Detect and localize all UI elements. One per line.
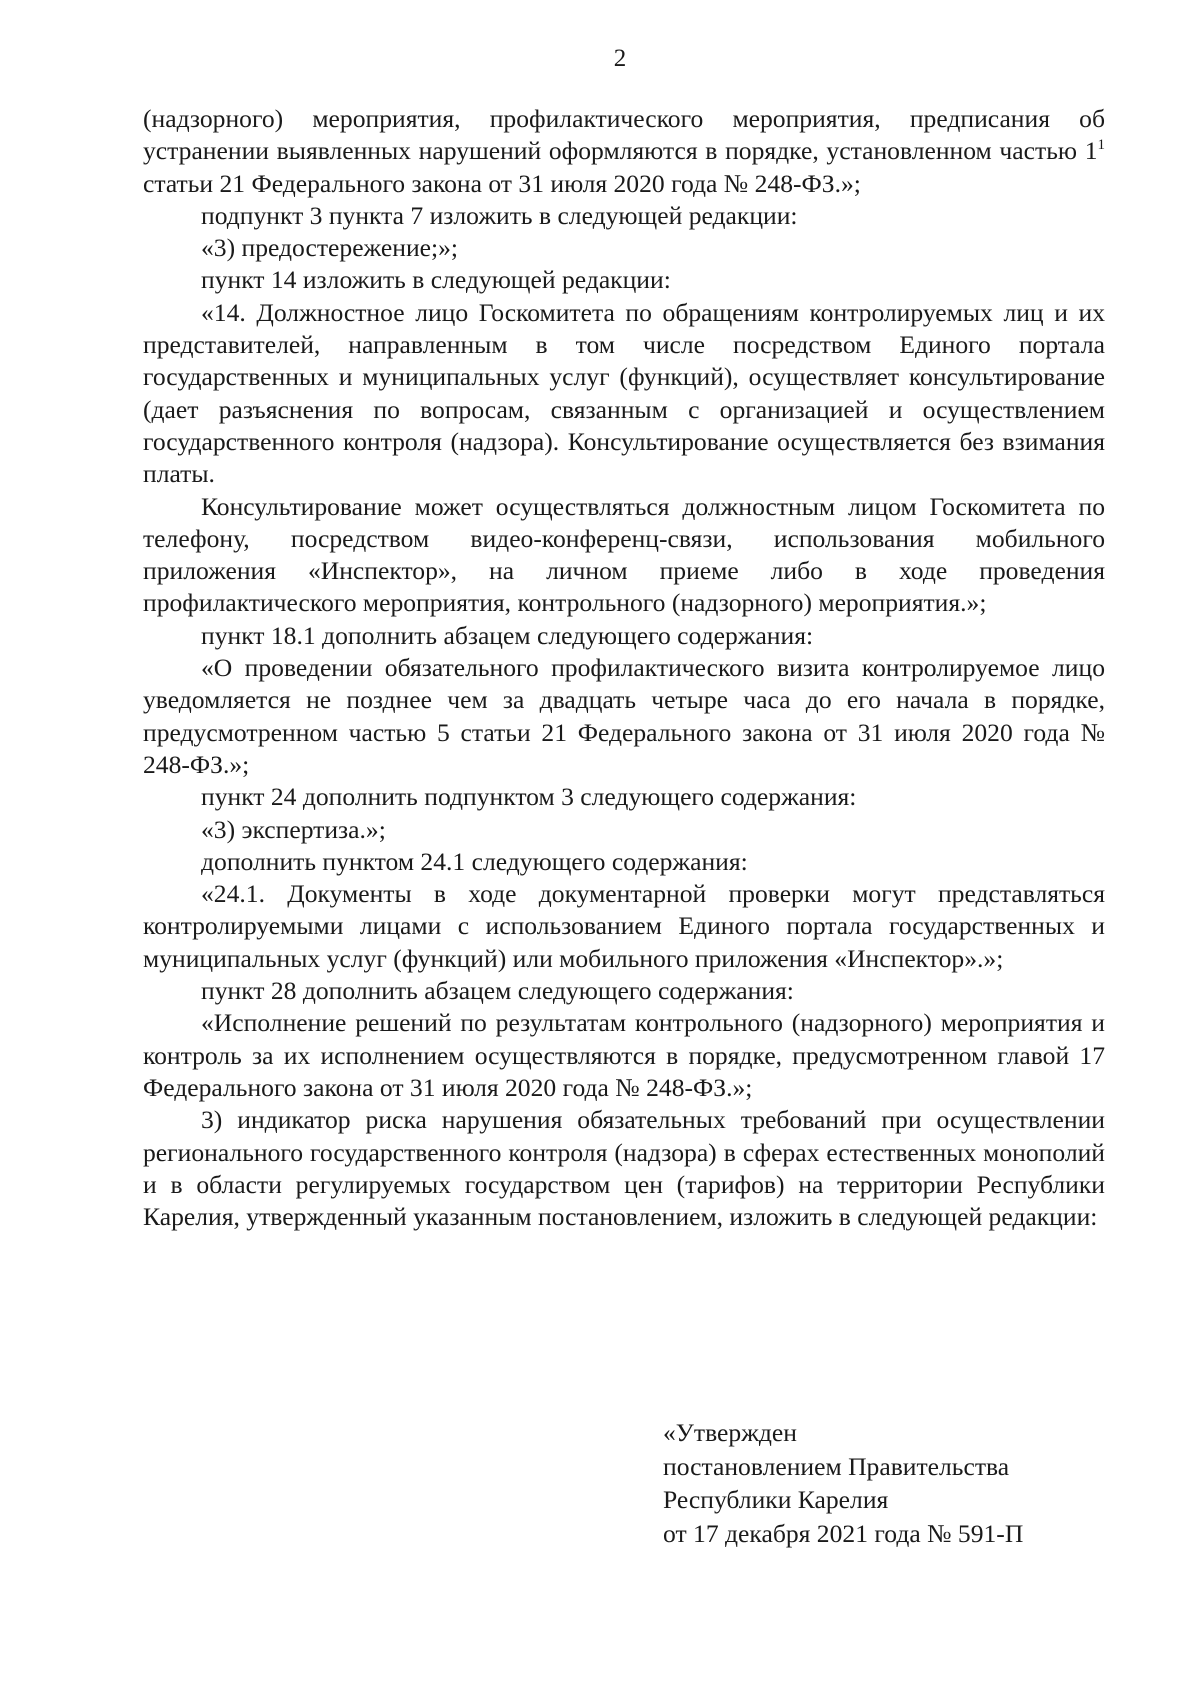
approval-line: Республики Карелия <box>663 1485 889 1514</box>
paragraph-continuation <box>143 103 1105 200</box>
paragraph: «24.1. Документы в ходе документарной проверки могут представляться контролируемыми лицами с использованием Единого портала государственных и муниципальных услуг (функций) или мобильного приложения «Инспектор».»; <box>143 879 1105 973</box>
document-body <box>143 103 1105 1233</box>
paragraph: «3) предостережение;»; <box>201 233 459 263</box>
paragraph: «14. Должностное лицо Госкомитета по обращениям контролируемых лиц и их представителей, направленным в том числе посредством Единого портала государственных и муниципальных услуг (функций), осуществляет консультирование (дает разъяснения по вопросам, связанным с организацией и осуществлением государственного контроля (надзора). Консультирование осуществляется без взимания платы. <box>143 297 1105 489</box>
paragraph: пункт 28 дополнить абзацем следующего содержания: <box>201 976 794 1006</box>
page-number: 2 <box>613 45 627 72</box>
paragraph: 3) индикатор риска нарушения обязательных требований при осуществлении регионального государственного контроля (надзора) в сферах естественных монополий и в области регулируемых государством цен (тарифов) на территории Республики Карелия, утвержденный указанным постановлением, изложить в следующей редакции: <box>143 1105 1105 1232</box>
paragraph: «Исполнение решений по результатам контрольного (надзорного) мероприятия и контроль за их исполнением осуществляются в порядке, предусмотренном главой 17 Федерального закона от 31 июля 2020 года № 248-ФЗ.»; <box>143 1008 1105 1102</box>
paragraph: подпункт 3 пункта 7 изложить в следующей редакции: <box>201 200 798 230</box>
approval-stamp-block <box>663 1416 1103 1550</box>
paragraph-text: (надзорного) мероприятия, профилактического мероприятия, предписания об устранении выявленных нарушений оформляются в порядке, установленном частью 1 <box>143 104 1105 166</box>
approval-line: постановлением Правительства <box>663 1451 1010 1481</box>
paragraph: дополнить пунктом 24.1 следующего содержания: <box>201 846 748 876</box>
paragraph-text: статьи 21 Федерального закона от 31 июля 2020 года № 248-ФЗ.»; <box>143 168 861 198</box>
approval-line: от 17 декабря 2021 года № 591-П <box>663 1518 1024 1548</box>
paragraph: «О проведении обязательного профилактического визита контролируемое лицо уведомляется не позднее чем за двадцать четыре часа до его начала в порядке, предусмотренном частью 5 статьи 21 Федерального закона от 31 июля 2020 года № 248-ФЗ.»; <box>143 653 1105 779</box>
approval-line: «Утвержден <box>663 1418 797 1447</box>
superscript: 1 <box>1097 137 1105 154</box>
paragraph: пункт 14 изложить в следующей редакции: <box>201 265 671 295</box>
paragraph: «3) экспертиза.»; <box>201 814 386 844</box>
paragraph: пункт 24 дополнить подпунктом 3 следующего содержания: <box>201 782 857 812</box>
paragraph: Консультирование может осуществляться должностным лицом Госкомитета по телефону, посредством видео-конференц-связи, использования мобильного приложения «Инспектор», на личном приеме либо в ходе проведения профилактического мероприятия, контрольного (надзорного) мероприятия.»; <box>143 491 1105 618</box>
paragraph: пункт 18.1 дополнить абзацем следующего содержания: <box>201 620 814 650</box>
